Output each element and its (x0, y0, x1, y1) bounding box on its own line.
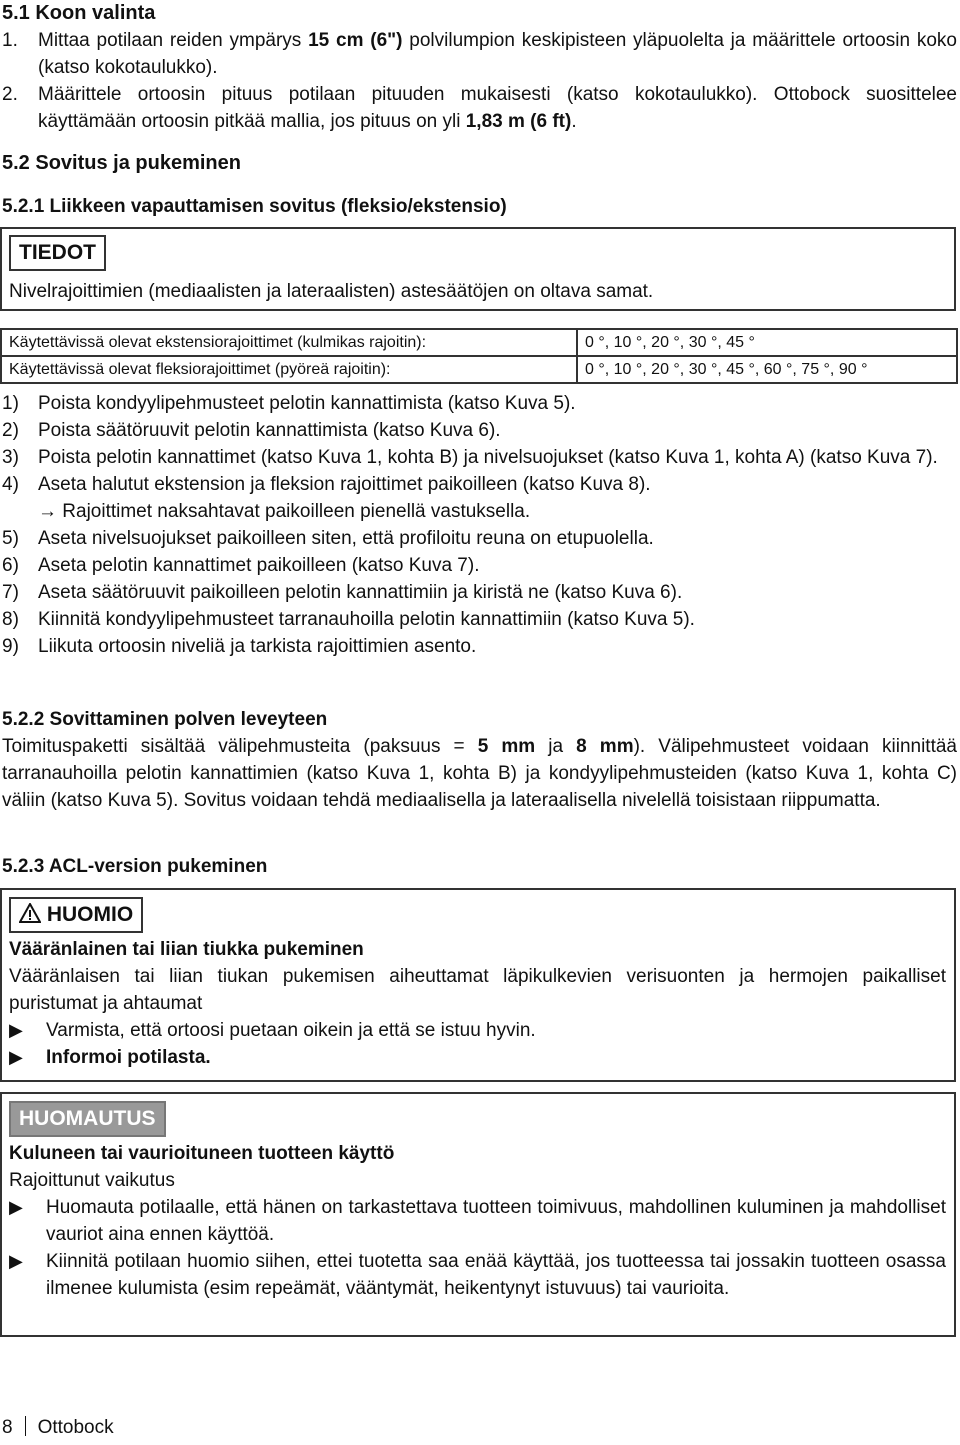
list-item: 9) Liikuta ortoosin niveliä ja tarkista rajoittimien asento. (2, 636, 477, 657)
caution-text: Vääränlaisen tai liian tiukan pukemisen aiheuttamat läpikulkevien verisuonten ja hermojen paikalliset puristumat ja ahtaumat (9, 966, 946, 1014)
notice-tag: TIEDOT (9, 235, 106, 271)
triangle-bullet-icon: ▶ (9, 1047, 23, 1067)
section-5-2-1-heading: 5.2.1 Liikkeen vapauttamisen sovitus (fleksio/ekstensio) (2, 196, 507, 217)
info-notice-box (0, 227, 956, 311)
list-item: 7) Aseta säätöruuvit paikoilleen pelotin kannattimiin ja kiristä ne (katso Kuva 6). (2, 582, 683, 603)
list-item: 4) Aseta halutut ekstension ja fleksion rajoittimet paikoilleen (katso Kuva 8). (2, 474, 651, 495)
triangle-bullet-icon: ▶ (9, 1251, 23, 1271)
list-item: 1) Poista kondyylipehmusteet pelotin kannattimista (katso Kuva 5). (2, 393, 576, 414)
notice-heading: Kuluneen tai vaurioituneen tuotteen käyttö (9, 1143, 395, 1164)
list-item: ▶ Huomauta potilaalle, että hänen on tarkastettava tuotteen toimivuus, mahdollinen kuluminen ja mahdolliset vauriot aina ennen käyttöä. (2, 1194, 954, 1248)
limiter-table (0, 328, 958, 384)
table-row: Käytettävissä olevat fleksiorajoittimet (pyöreä rajoitin): 0 °, 10 °, 20 °, 30 °, 45 °, 60 °, 75 °, 90 ° (1, 356, 957, 383)
list-item: ▶ Kiinnitä potilaan huomio siihen, ettei tuotetta saa enää käyttää, jos tuotteessa tai jossakin tuotteen osassa ilmenee kulumista (esim repeämät, vääntymät, heikentynyt istuvuus) tai vaurioita. (2, 1248, 954, 1302)
notice-text: Nivelrajoittimien (mediaalisten ja lateraalisten) astesäätöjen on oltava samat. (9, 281, 654, 302)
footer-divider (25, 1416, 26, 1436)
notice-box (0, 1092, 956, 1337)
table-row: Käytettävissä olevat ekstensiorajoittimet (kulmikas rajoitin): 0 °, 10 °, 20 °, 30 °, 45 ° (1, 329, 957, 356)
list-item: 5) Aseta nivelsuojukset paikoilleen siten, että profiloitu reuna on etupuolella. (2, 528, 654, 549)
triangle-bullet-icon: ▶ (9, 1020, 23, 1040)
notice-text: Rajoittunut vaikutus (9, 1170, 175, 1191)
page-number: 8 (2, 1417, 13, 1438)
list-item: ▶ Varmista, että ortoosi puetaan oikein ja että se istuu hyvin. (2, 1017, 954, 1044)
list-item: 8) Kiinnitä kondyylipehmusteet tarranauhoilla pelotin kannattimiin (katso Kuva 5). (2, 609, 695, 630)
list-item: 6) Aseta pelotin kannattimet paikoilleen (katso Kuva 7). (2, 555, 480, 576)
notice-tag: HUOMAUTUS (9, 1101, 166, 1137)
section-5-2-heading: 5.2 Sovitus ja pukeminen (2, 152, 241, 174)
size-selection-list (2, 27, 957, 135)
page-footer (2, 1414, 114, 1441)
list-item: 1. Mittaa potilaan reiden ympärys 15 cm (6") polvilumpion keskipisteen yläpuolelta ja määrittele ortoosin koko (katso kokotaulukko). (2, 30, 958, 78)
knee-width-paragraph: Toimituspaketti sisältää välipehmusteita (paksuus = 5 mm ja 8 mm). Välipehmusteet voidaan kiinnittää tarranauhoilla pelotin kannattimien (katso Kuva 1, kohta B) ja kondyylipehmusteiden (katso Kuva 1, kohta C) väliin (katso Kuva 5). Sovitus voidaan tehdä mediaalisella ja lateraalisella nivelellä toisistaan riippumatta. (2, 736, 957, 811)
list-item: ▶ Informoi potilasta. (2, 1044, 954, 1071)
section-5-2-3-heading: 5.2.3 ACL-version pukeminen (2, 856, 268, 877)
list-item: 3) Poista pelotin kannattimet (katso Kuva 1, kohta B) ja nivelsuojukset (katso Kuva 1, kohta A) (katso Kuva 7). (2, 447, 938, 468)
brand-name: Ottobock (37, 1417, 114, 1438)
list-item: 2. Määrittele ortoosin pituus potilaan pituuden mukaisesti (katso kokotaulukko). Ottobock suosittelee käyttämään ortoosin pitkää mallia, jos pituus on yli 1,83 m (6 ft). (2, 84, 957, 132)
step-result: → Rajoittimet naksahtavat paikoilleen pienellä vastuksella. (38, 501, 531, 522)
fitting-steps-list (2, 390, 957, 660)
list-item: 2) Poista säätöruuvit pelotin kannattimista (katso Kuva 6). (2, 420, 501, 441)
section-5-1-heading: 5.1 Koon valinta (2, 2, 156, 24)
triangle-bullet-icon: ▶ (9, 1197, 23, 1217)
caution-tag: HUOMIO (9, 897, 143, 933)
caution-box (0, 888, 956, 1082)
warning-triangle-icon (19, 903, 47, 926)
section-5-2-2-heading: 5.2.2 Sovittaminen polven leveyteen (2, 709, 328, 730)
caution-heading: Vääränlainen tai liian tiukka pukeminen (9, 939, 364, 960)
